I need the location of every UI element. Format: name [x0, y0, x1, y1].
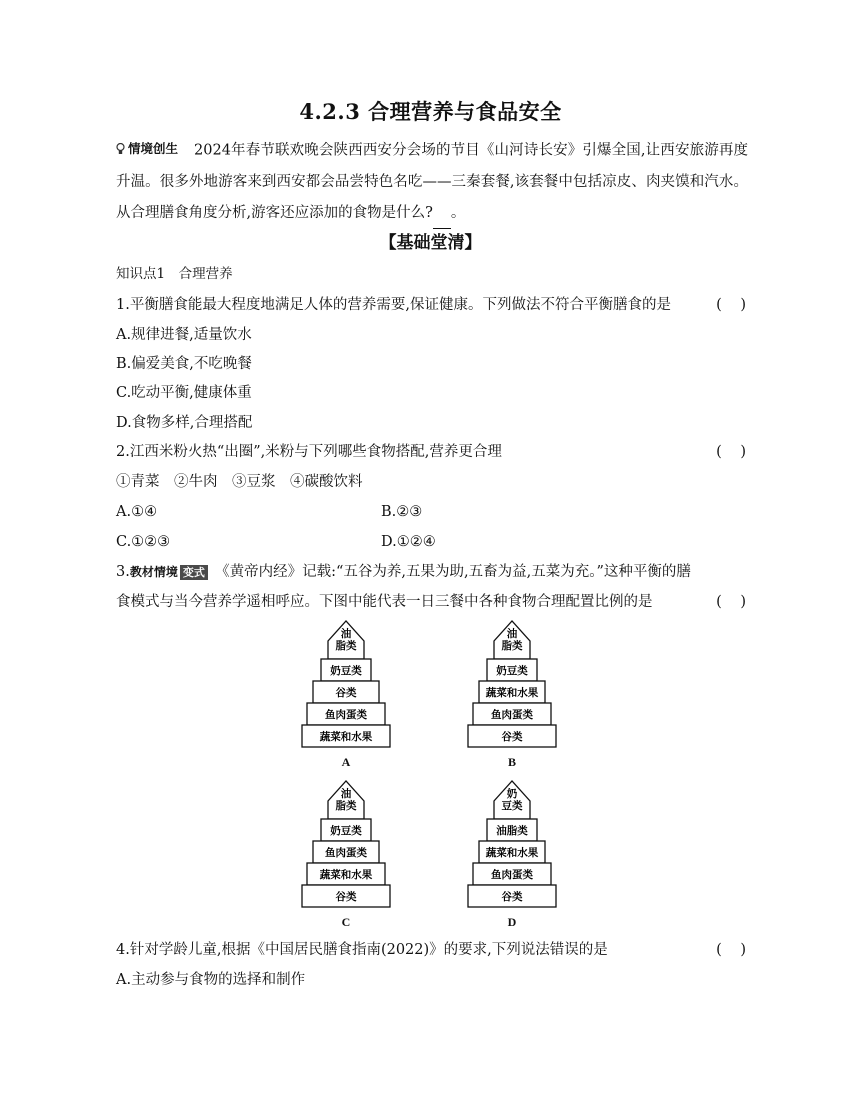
q1-option-d: D.食物多样,合理搭配 — [116, 415, 253, 431]
q2-answer-paren[interactable]: ( ) — [716, 444, 748, 460]
q3-stem-row-2 — [116, 591, 748, 613]
pyramid-layer-label: 谷类 — [501, 891, 523, 903]
q1-stem-row — [116, 294, 748, 316]
q1-stem: 1.平衡膳食能最大程度地满足人体的营养需要,保证健康。下列做法不符合平衡膳食的是 — [116, 297, 671, 313]
q4-stem: 4.针对学龄儿童,根据《中国居民膳食指南(2022)》的要求,下列说法错误的是 — [116, 942, 608, 958]
knowledge-point-heading: 知识点1 合理营养 — [116, 266, 233, 282]
pyramid-layer-label: 蔬菜和水果 — [319, 869, 373, 881]
q1-option-b: B.偏爱美食,不吃晚餐 — [116, 356, 252, 372]
pyramid-layer-label: 奶豆类 — [330, 825, 362, 837]
pyramid-top-label: 脂类 — [335, 800, 357, 812]
pyramid-layer-label: 油脂类 — [496, 825, 528, 837]
pyramid-layer-label: 蔬菜和水果 — [485, 847, 539, 859]
q4-answer-paren[interactable]: ( ) — [716, 942, 748, 958]
pyramid-b — [462, 619, 612, 769]
pyramid-top-label: 油 — [340, 628, 352, 640]
page-title: 4.2.3 合理营养与食品安全 — [299, 99, 562, 124]
pyramid-option-label: B — [507, 755, 516, 769]
q2-option-d: D.①②④ — [381, 534, 436, 550]
q4-option-a: A.主动参与食物的选择和制作 — [116, 972, 306, 988]
q2-option-a: A.①④ — [116, 504, 158, 520]
pyramid-layer-label: 谷类 — [335, 891, 357, 903]
q3-stem-2: 食模式与当今营养学遥相呼应。下图中能代表一日三餐中各种食物合理配置比例的是 — [116, 594, 653, 610]
q2-stem: 2.江西米粉火热“出圈”,米粉与下列哪些食物搭配,营养更合理 — [116, 444, 502, 460]
pyramid-layer-label: 奶豆类 — [496, 665, 528, 677]
section-heading: 【基础堂清】 — [379, 233, 482, 253]
lightbulb-icon — [116, 143, 125, 155]
q2-option-c: C.①②③ — [116, 534, 171, 550]
answer-blank[interactable] — [433, 214, 451, 229]
pyramid-top-label: 油 — [340, 788, 352, 800]
intro-paragraph: 情境创生 2024年春节联欢晚会陕西西安分会场的节目《山河诗长安》引爆全国,让西安旅游再度升温。很多外地游客来到西安都会品尝特色名吃——三秦套餐,该套餐中包括凉皮、肉夹馍和汽水。从合理膳食角度分析,游客还应添加的食物是什么? 。 — [116, 133, 748, 229]
pyramid-layer-label: 蔬菜和水果 — [485, 687, 539, 699]
pyramid-layer-label: 谷类 — [335, 687, 357, 699]
q2-options-row-1 — [116, 501, 748, 523]
pyramid-top-label: 豆类 — [501, 800, 523, 812]
q2-option-b: B.②③ — [381, 504, 423, 520]
pyramid-top-label: 油 — [506, 628, 518, 640]
q3-stem-row-1: 3.教材情境 变式 《黄帝内经》记载:“五谷为养,五果为助,五畜为益,五菜为充。”这种平衡的膳 — [116, 561, 748, 583]
q2-stem-row — [116, 441, 748, 463]
pyramid-a — [296, 619, 446, 769]
pyramid-d — [462, 779, 612, 929]
textbook-scenario-tag: 教材情境 变式 — [130, 561, 208, 583]
pyramid-top-label: 奶 — [506, 788, 518, 800]
q1-answer-paren[interactable]: ( ) — [716, 297, 748, 313]
pyramid-layer-label: 鱼肉蛋类 — [325, 709, 367, 721]
pyramid-top-label: 脂类 — [501, 640, 523, 652]
q3-stem-1: 《黄帝内经》记载:“五谷为养,五果为助,五畜为益,五菜为充。”这种平衡的膳 — [222, 564, 691, 580]
pyramid-layer-label: 谷类 — [501, 731, 523, 743]
q3-answer-paren[interactable]: ( ) — [716, 594, 748, 610]
pyramid-option-label: C — [341, 915, 351, 929]
q1-option-c: C.吃动平衡,健康体重 — [116, 385, 252, 401]
q1-option-a: A.规律进餐,适量饮水 — [116, 327, 252, 343]
q4-stem-row — [116, 939, 748, 961]
pyramid-layer-label: 鱼肉蛋类 — [491, 869, 533, 881]
pyramid-layer-label: 鱼肉蛋类 — [325, 847, 367, 859]
pyramid-layer-label: 奶豆类 — [330, 665, 362, 677]
pyramid-layer-label: 鱼肉蛋类 — [491, 709, 533, 721]
pyramid-c — [296, 779, 446, 929]
pyramid-layer-label: 蔬菜和水果 — [319, 731, 373, 743]
pyramid-option-label: A — [341, 755, 351, 769]
pyramid-top-label: 脂类 — [335, 640, 357, 652]
pyramid-option-label: D — [507, 915, 517, 929]
scenario-tag: 情境创生 — [116, 133, 178, 164]
q2-items: ①青菜 ②牛肉 ③豆浆 ④碳酸饮料 — [116, 474, 363, 490]
q2-options-row-2 — [116, 531, 748, 553]
intro-text: 2024年春节联欢晚会陕西西安分会场的节目《山河诗长安》引爆全国,让西安旅游再度升温。很多外地游客来到西安都会品尝特色名吃——三秦套餐,该套餐中包括凉皮、肉夹馍和汽水。从合理膳食角度分析,游客还应添加的食物是什么? — [116, 142, 748, 221]
